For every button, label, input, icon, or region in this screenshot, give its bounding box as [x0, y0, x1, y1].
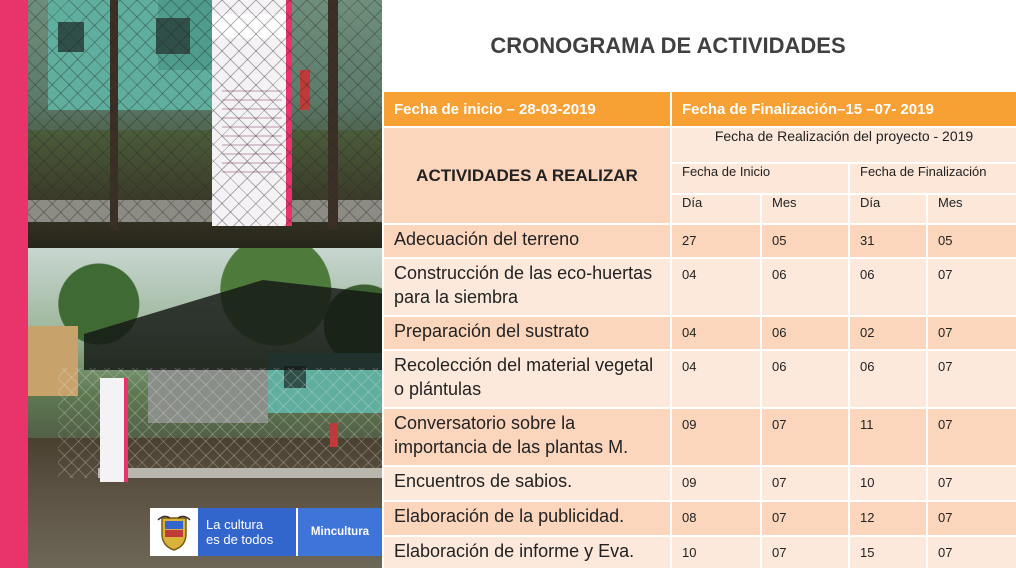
- table-row: Preparación del sustrato 04 06 02 07: [383, 316, 1016, 350]
- project-banner-small: [100, 378, 128, 482]
- month-header: Mes: [927, 194, 1016, 224]
- table-row: Encuentros de sabios. 09 07 10 07: [383, 466, 1016, 501]
- page-title: CRONOGRAMA DE ACTIVIDADES: [490, 33, 846, 58]
- start-date-header: Fecha de inicio – 28-03-2019: [383, 91, 671, 127]
- photo-garden-fence: [28, 0, 382, 248]
- coat-of-arms-icon: [150, 508, 198, 556]
- logo-ministry: Mincultura: [296, 508, 382, 556]
- month-header: Mes: [761, 194, 849, 224]
- day-header: Día: [671, 194, 761, 224]
- mincultura-logo: [150, 508, 382, 556]
- end-date-header: Fecha de Finalización–15 –07- 2019: [671, 91, 1016, 127]
- start-subheader: Fecha de Inicio: [671, 163, 849, 194]
- logo-slogan: La cultura es de todos: [198, 508, 296, 556]
- table-row: Construcción de las eco-huertas para la siembra 04 06 06 07: [383, 258, 1016, 316]
- schedule-table: [382, 90, 1016, 568]
- table-row: Adecuación del terreno 27 05 31 05: [383, 224, 1016, 258]
- project-dates-header: Fecha de Realización del proyecto - 2019: [671, 127, 1016, 163]
- end-subheader: Fecha de Finalización: [849, 163, 1016, 194]
- table-row: Elaboración de informe y Eva. 10 07 15 07: [383, 536, 1016, 568]
- date-header-row: [383, 91, 1016, 127]
- pink-accent-bar: [0, 0, 28, 568]
- day-header: Día: [849, 194, 927, 224]
- table-row: Conversatorio sobre la importancia de las plantas M. 09 07 11 07: [383, 408, 1016, 466]
- activities-header: ACTIVIDADES A REALIZAR: [383, 127, 671, 224]
- table-row: Elaboración de la publicidad. 08 07 12 07: [383, 501, 1016, 536]
- table-row: Recolección del material vegetal o plántulas 04 06 06 07: [383, 350, 1016, 408]
